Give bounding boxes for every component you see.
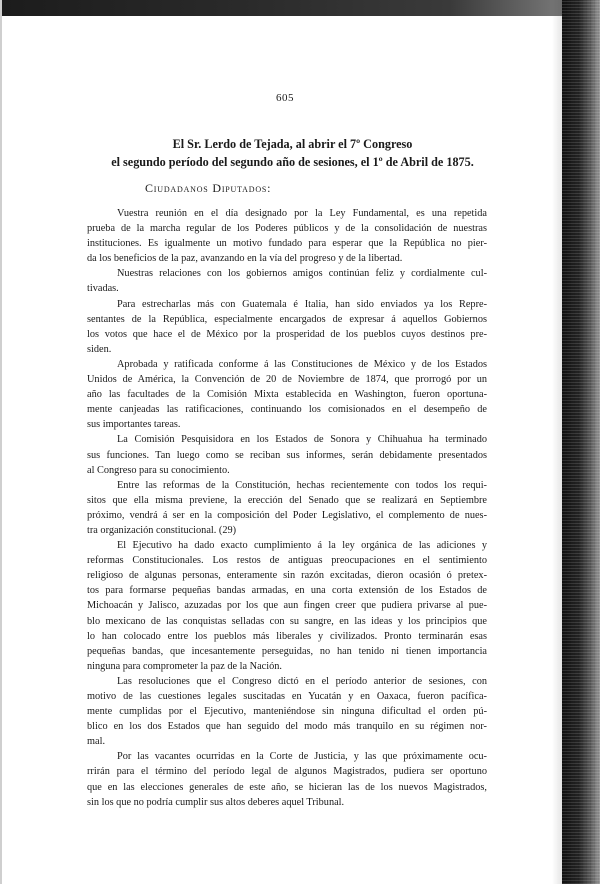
text-line: El Ejecutivo ha dado exacto cumplimiento á la ley orgánica de las adiciones y (117, 540, 487, 552)
text-line: sin los que no podría cumplir sus altos deberes aquel Tribunal. (87, 796, 345, 808)
text-line: siden. (87, 343, 112, 355)
text-line: próximo, vendrá á ser en la composición del Poder Legislativo, el complemento de nues- (87, 509, 487, 521)
text-line: motivo de las cuestiones legales suscitadas en Yucatán y en Oaxaca, fueron pacífica- (87, 691, 487, 702)
text-line: tivadas. (87, 283, 119, 295)
text-line: Aprobada y ratificada conforme á las Constituciones de México y de los Estados (117, 358, 487, 370)
text-line: instituciones. Es igualmente un motivo fundado para esperar que la República no pier- (87, 238, 487, 250)
text-line: Unidos de América, la Convención de 20 de Noviembre de 1874, que prorrogó por un (87, 374, 487, 386)
text-line: Por las vacantes ocurridas en la Corte de Justicia, y las que próximamente ocu- (117, 751, 487, 763)
salutation: Ciudadanos Diputados: (145, 181, 272, 195)
text-line: blo mexicano de las conquistas selladas con su sangre, en las ideas y los principios que (87, 615, 487, 627)
text-line: pequeñas bandas, que incesantemente perseguidas, no han tenido ni tienen importancia (87, 645, 487, 657)
text-line: tos para formarse pequeñas bandas armadas, en una corta extensión de los Estados de (87, 585, 487, 597)
scan-top-shadow (0, 0, 600, 16)
text-line: mente cumplidas por el Ejecutivo, manteniéndose sin ninguna dificultad el orden pú- (87, 706, 487, 718)
text-line: sitos que ella misma previene, la erección del Senado que se realizará en Septiembre (87, 494, 487, 506)
text-line: da los beneficios de la paz, avanzando en la vía del progreso y de la libertad. (87, 253, 403, 265)
text-line: rrirán para el término del período legal de algunos Magistrados, pudiera ser oportuno (87, 766, 487, 778)
text-line: al Congreso para su conocimiento. (87, 464, 230, 476)
text-line: blico en los dos Estados que han seguido del modo más tranquilo en su régimen nor- (87, 721, 487, 733)
document-title (70, 135, 515, 171)
text-line: Michoacán y Jalisco, azuzadas por los que aun fingen creer que pudiera privarse al pue- (87, 600, 487, 612)
text-line: sentantes de la República, especialmente encargados de expresar á aquellos Gobiernos (87, 313, 487, 325)
text-line: sus funciones. Tan luego como se reciban sus informes, serán debidamente presentados (87, 449, 487, 461)
scan-left-edge (0, 0, 2, 884)
document-body (87, 206, 487, 810)
text-line: mal. (87, 736, 106, 748)
text-line: prueba de la marcha regular de los Poderes públicos y de la consolidación de nuestras (87, 223, 487, 235)
title-line: El Sr. Lerdo de Tejada, al abrir el 7º Congreso (172, 137, 413, 151)
text-line: Las resoluciones que el Congreso dictó en el período anterior de sesiones, con (117, 675, 487, 687)
text-line: los votos que hace el de México por la prosperidad de los pueblos cuyos destinos pre- (87, 328, 487, 340)
text-line: ninguna para comprometer la paz de la Nación. (87, 660, 282, 672)
text-line: religioso de algunas personas, enteramente sin razón excitadas, dieron ocasión ó pretex- (87, 570, 487, 582)
text-line: Vuestra reunión en el día designado por la Ley Fundamental, es una repetida (117, 208, 487, 219)
text-line: mente canjeadas las ratificaciones, continuando los comisionados en el desempeño de (87, 404, 487, 416)
text-line: que en las elecciones generales de este año, se hicieran las de los nuevos Magistrados, (87, 781, 487, 793)
text-line: Entre las reformas de la Constitución, hechas recientemente con todos los requi- (117, 479, 487, 491)
text-line: Nuestras relaciones con los gobiernos amigos continúan feliz y cordialmente cul- (117, 268, 487, 280)
title-line: el segundo período del segundo año de sesiones, el 1º de Abril de 1875. (111, 155, 474, 169)
scan-right-edge (562, 0, 600, 884)
text-line: sus importantes tareas. (87, 419, 181, 431)
text-line: año las facultades de la Comisión Mixta establecida en Washington, fueron oportuna- (87, 389, 487, 401)
scan-right-fade (552, 0, 562, 884)
text-line: lo han colocado entre los pueblos más liberales y civilizados. Pronto terminarán esas (87, 630, 487, 642)
text-line: La Comisión Pesquisidora en los Estados de Sonora y Chihuahua ha terminado (117, 434, 487, 446)
text-line: Para estrecharlas más con Guatemala é Italia, han sido enviados ya los Repre- (117, 298, 487, 310)
text-line: reformas Constitucionales. Los restos de antiguas preocupaciones en el sentimiento (87, 555, 487, 567)
text-line: tra organización constitucional. (29) (87, 524, 237, 536)
page-number: 605 (276, 92, 294, 104)
